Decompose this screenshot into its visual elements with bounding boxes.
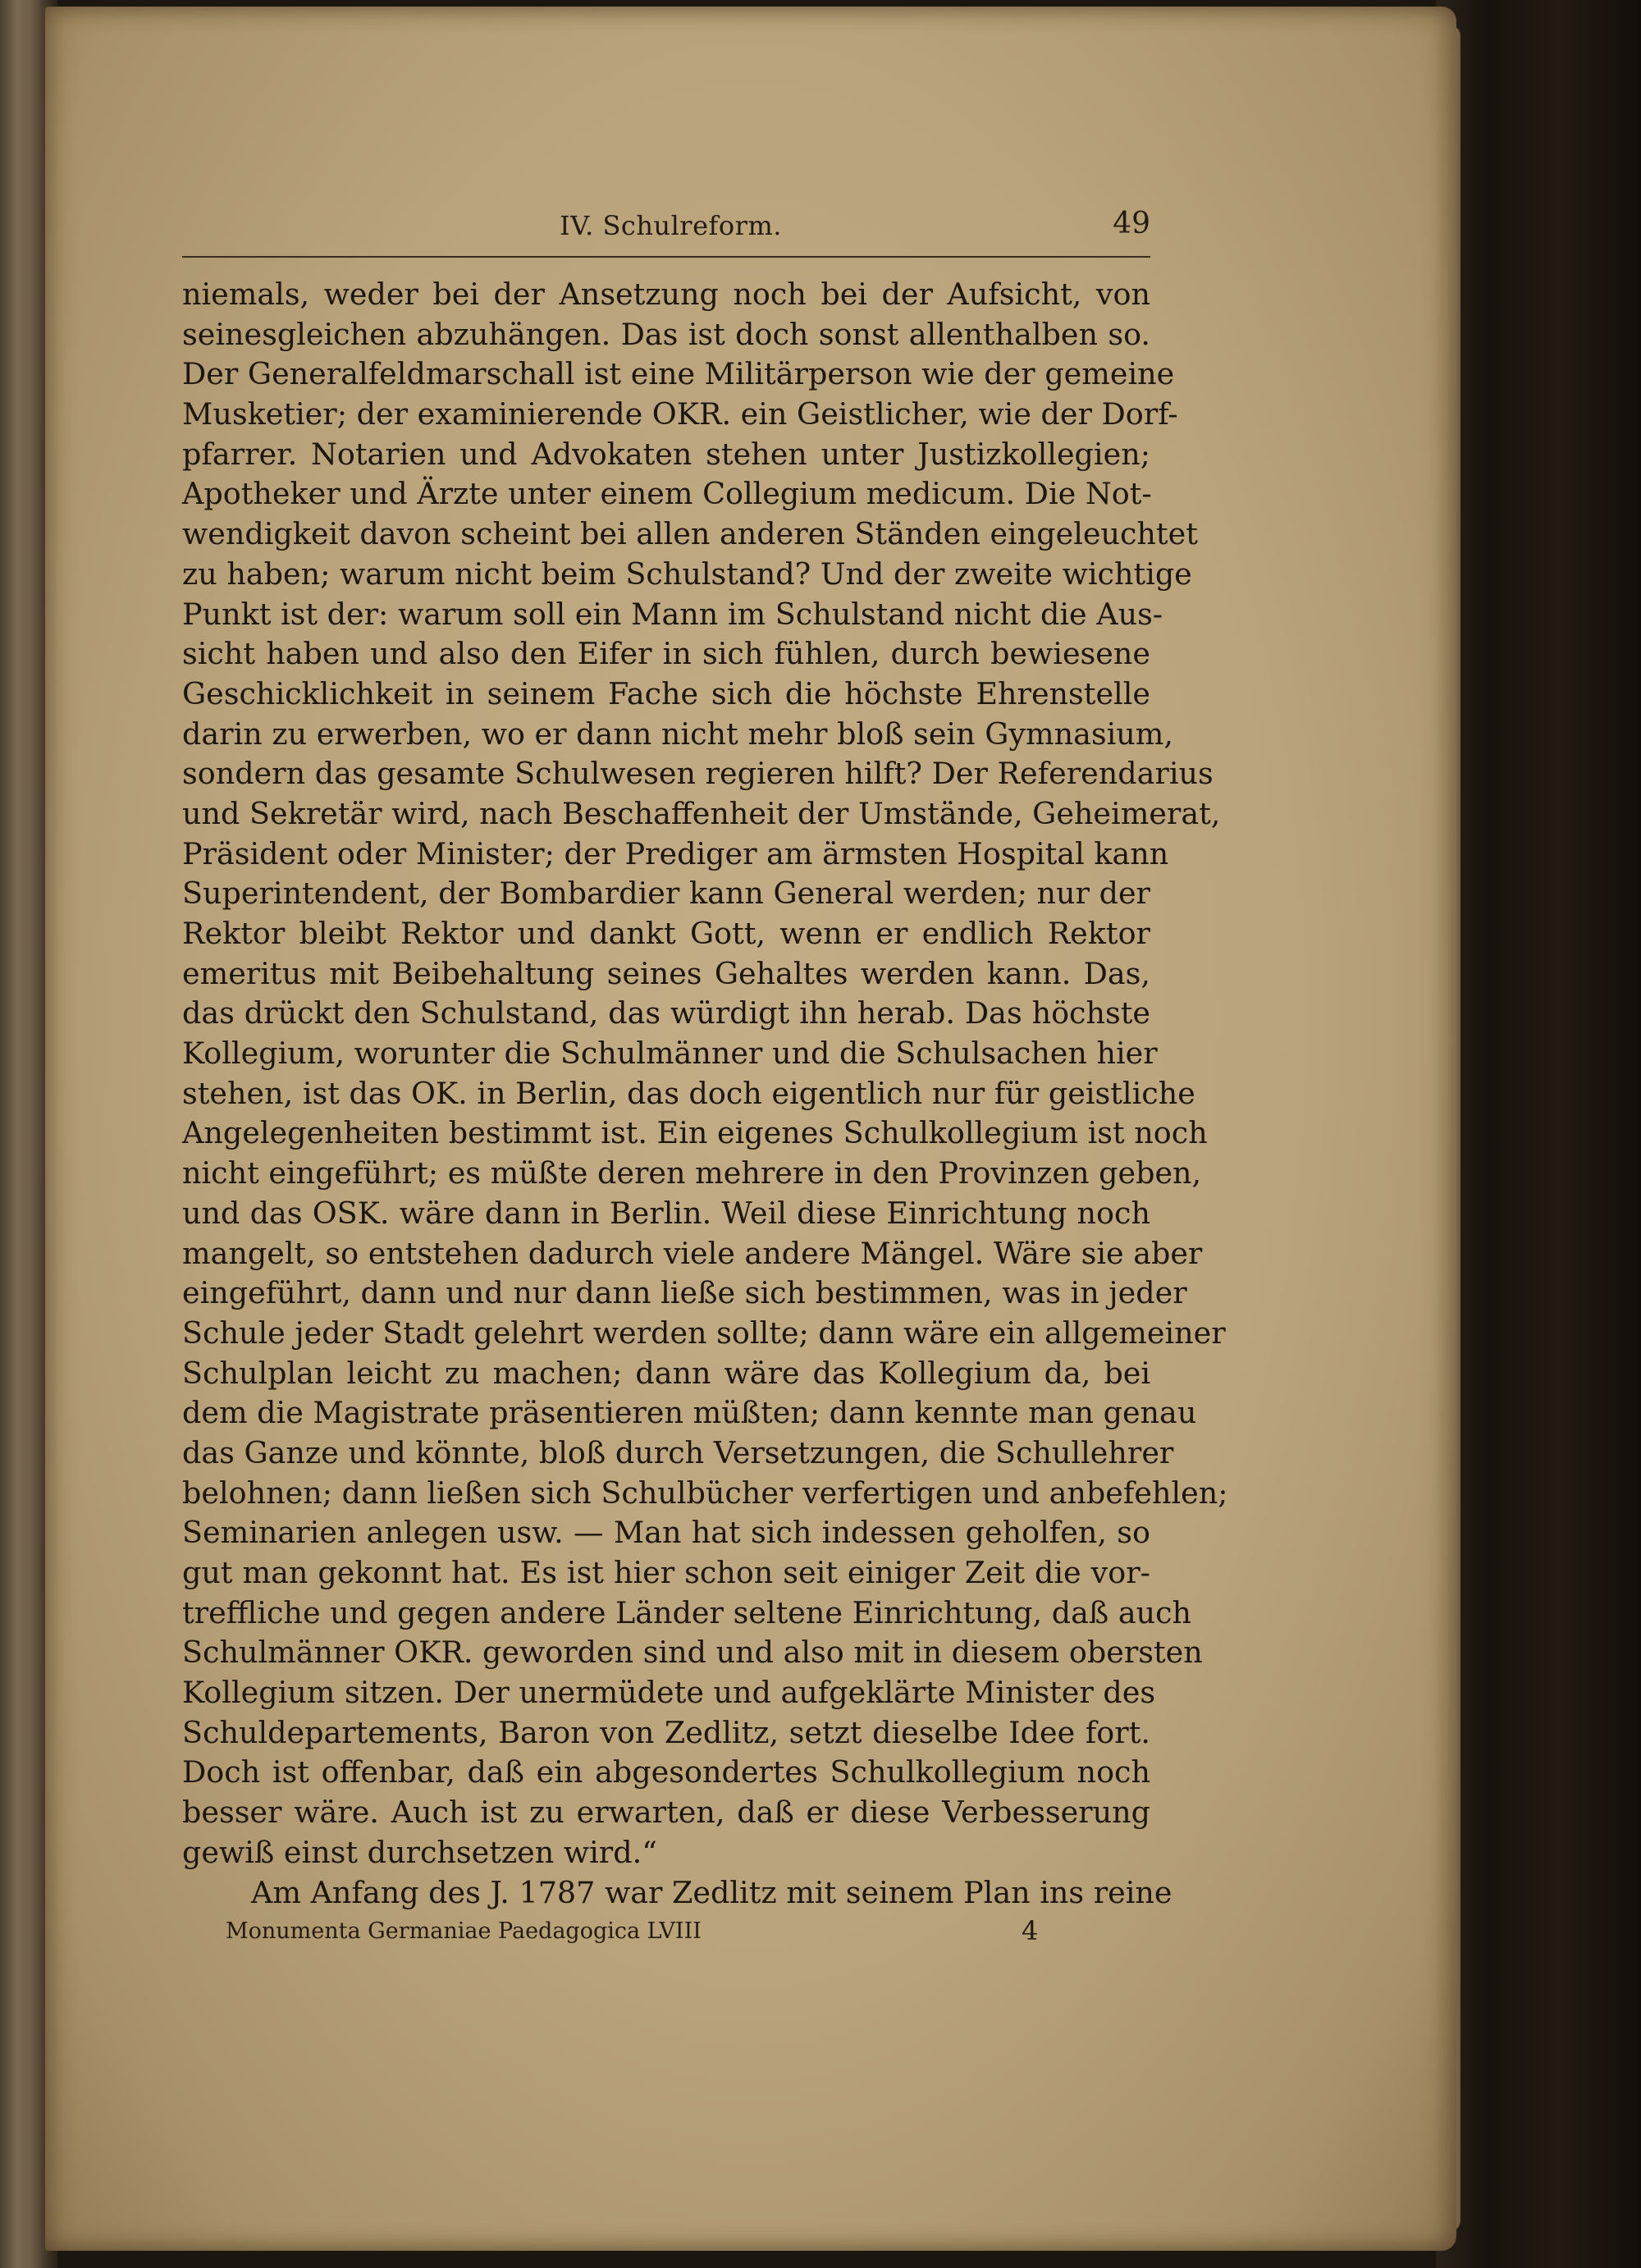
text-line: emeritus mit Beibehaltung seines Gehaltes werden kann. Das, [182, 955, 1150, 991]
text-line: treffliche und gegen andere Länder seltene Einrichtung, daß auch [182, 1594, 1192, 1630]
text-line: stehen, ist das OK. in Berlin, das doch eigentlich nur für geistliche [182, 1075, 1195, 1111]
text-line: Superintendent, der Bombardier kann General werden; nur der [182, 876, 1150, 912]
text-line: gewiß einst durchsetzen wird.“ [182, 1834, 657, 1870]
text-line: nicht eingeführt; es müßte deren mehrere in den Provinzen geben, [182, 1155, 1202, 1191]
body-text [182, 275, 1228, 1913]
text-line: mangelt, so entstehen dadurch viele andere Mängel. Wäre sie aber [182, 1235, 1203, 1271]
text-line: Geschicklichkeit in seinem Fache sich die höchste Ehrenstelle [182, 675, 1150, 711]
text-line: darin zu erwerben, wo er dann nicht mehr bloß sein Gymnasium, [182, 716, 1173, 752]
text-line: pfarrer. Notarien und Advokaten stehen unter Justizkollegien; [182, 436, 1150, 472]
text-line: Kollegium, worunter die Schulmänner und die Schulsachen hier [182, 1036, 1158, 1072]
text-line: Angelegenheiten bestimmt ist. Ein eigenes Schulkollegium ist noch [182, 1115, 1208, 1151]
text-line: Der Generalfeldmarschall ist eine Militärperson wie der gemeine [182, 356, 1175, 392]
page-number: 49 [1113, 207, 1150, 240]
text-line: gut man gekonnt hat. Es ist hier schon seit einiger Zeit die vor- [182, 1555, 1150, 1590]
text-line: seinesgleichen abzuhängen. Das ist doch sonst allenthalben so. [182, 316, 1150, 352]
text-line: Kollegium sitzen. Der unermüdete und aufgeklärte Minister des [182, 1675, 1156, 1711]
text-line: sicht haben und also den Eifer in sich fühlen, durch bewiesene [182, 636, 1150, 672]
text-line: sondern das gesamte Schulwesen regieren hilft? Der Referendarius [182, 756, 1214, 792]
series-title: Monumenta Germaniae Paedagogica LVIII [226, 1918, 702, 1944]
text-line: Apotheker und Ärzte unter einem Collegium medicum. Die Not- [182, 476, 1152, 512]
running-title: IV. Schulreform. [560, 210, 782, 241]
text-line: besser wäre. Auch ist zu erwarten, daß er diese Verbesserung [182, 1795, 1150, 1831]
text-line: Schulmänner OKR. geworden sind und also mit in diesem obersten [182, 1635, 1203, 1671]
text-line: und Sekretär wird, nach Beschaffenheit der Umstände, Geheimerat, [182, 795, 1221, 831]
text-line: wendigkeit davon scheint bei allen anderen Ständen eingeleuchtet [182, 516, 1198, 552]
text-line: eingeführt, dann und nur dann ließe sich bestimmen, was in jeder [182, 1275, 1187, 1311]
text-line-paragraph-start: Am Anfang des J. 1787 war Zedlitz mit seinem Plan ins reine [251, 1874, 1172, 1910]
text-line: das drückt den Schulstand, das würdigt ihn herab. Das höchste [182, 995, 1150, 1031]
scan-background-right [1436, 0, 1641, 2268]
text-line: Schule jeder Stadt gelehrt werden sollte; dann wäre ein allgemeiner [182, 1315, 1226, 1351]
text-line: Punkt ist der: warum soll ein Mann im Schulstand nicht die Aus- [182, 596, 1163, 632]
text-line: Rektor bleibt Rektor und dankt Gott, wenn er endlich Rektor [182, 916, 1150, 951]
text-line: zu haben; warum nicht beim Schulstand? Und der zweite wichtige [182, 556, 1192, 592]
text-line: das Ganze und könnte, bloß durch Versetzungen, die Schullehrer [182, 1434, 1174, 1470]
page-header [182, 205, 1150, 254]
text-line: Präsident oder Minister; der Prediger am ärmsten Hospital kann [182, 835, 1169, 871]
text-line: Schulplan leicht zu machen; dann wäre das Kollegium da, bei [182, 1355, 1150, 1391]
text-line: dem die Magistrate präsentieren müßten; dann kennte man genau [182, 1395, 1197, 1431]
text-line: Seminarien anlegen usw. — Man hat sich indessen geholfen, so [182, 1515, 1150, 1551]
text-line: und das OSK. wäre dann in Berlin. Weil diese Einrichtung noch [182, 1195, 1150, 1231]
text-line: Doch ist offenbar, daß ein abgesondertes Schulkollegium noch [182, 1754, 1150, 1790]
text-line: Musketier; der examinierende OKR. ein Geistlicher, wie der Dorf- [182, 396, 1178, 432]
text-line: niemals, weder bei der Ansetzung noch bei der Aufsicht, von [182, 277, 1150, 312]
header-rule [182, 256, 1150, 258]
signature-mark: 4 [1022, 1915, 1039, 1946]
text-line: belohnen; dann ließen sich Schulbücher verfertigen und anbefehlen; [182, 1475, 1228, 1511]
text-line: Schuldepartements, Baron von Zedlitz, setzt dieselbe Idee fort. [182, 1714, 1150, 1750]
